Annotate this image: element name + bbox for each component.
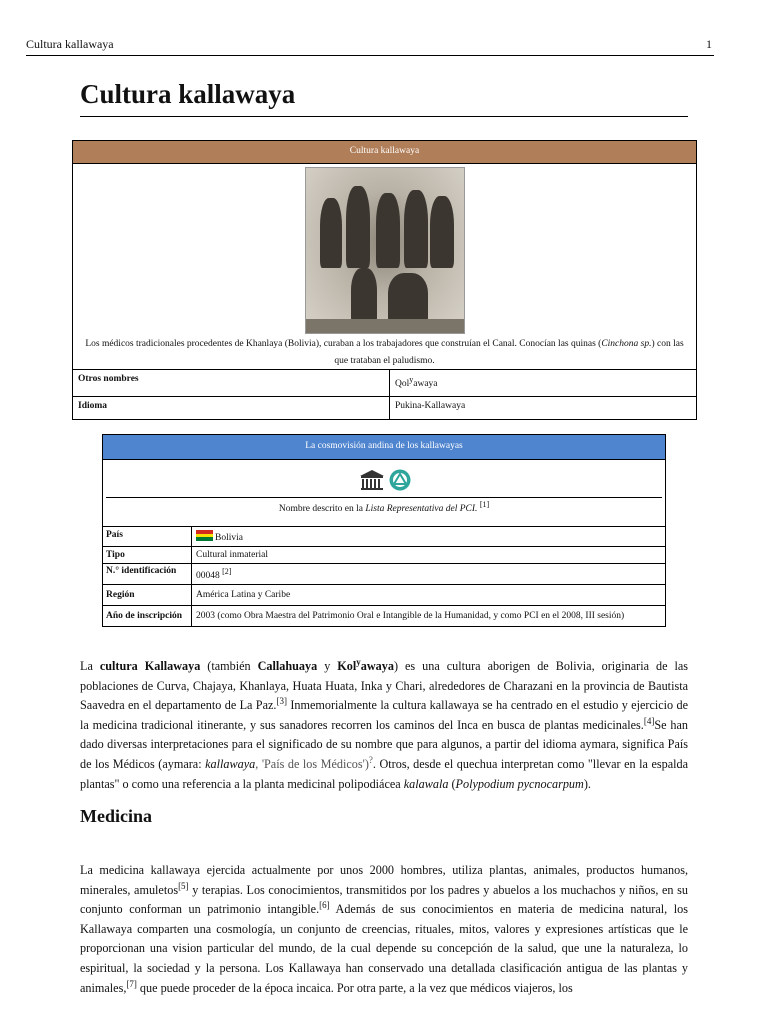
- infobox-label: Idioma: [73, 397, 390, 419]
- infobox-value: América Latina y Caribe: [196, 590, 291, 600]
- infobox-unesco-header: La cosmovisión andina de los kallawayas: [103, 435, 665, 460]
- infobox-label: Región: [103, 585, 192, 605]
- running-header: [26, 37, 714, 56]
- citation-ref[interactable]: [4]: [643, 715, 655, 726]
- infobox-culture: [72, 140, 697, 420]
- infobox-value: Qol$^y$awaya: [395, 374, 438, 389]
- infobox-row-type: [103, 546, 665, 563]
- infobox-value: 00048 [2]: [196, 566, 232, 581]
- translation-link[interactable]: , 'País de los Médicos'): [255, 756, 369, 771]
- infobox-row-other-names: [73, 370, 696, 396]
- infobox-value: Pukina-Kallawaya: [395, 401, 466, 411]
- unesco-ich-logo-icon[interactable]: [358, 468, 418, 492]
- historic-photo-kallawaya-healers[interactable]: [305, 167, 465, 334]
- citation-ref[interactable]: [6]: [319, 900, 330, 911]
- citation-ref[interactable]: [7]: [126, 978, 137, 989]
- unesco-logo-cell: [103, 460, 665, 527]
- infobox-label: Año de inscripción: [103, 606, 192, 626]
- infobox-row-id: [103, 563, 665, 584]
- page-number: 1: [706, 37, 712, 51]
- country-link[interactable]: Bolivia: [215, 533, 243, 543]
- infobox-label: País: [103, 527, 192, 546]
- unesco-description: Nombre descrito en la Lista Representativa del PCI. [1]: [278, 499, 490, 514]
- medicina-paragraph: La medicina kallawaya ejercida actualmente por unos 2000 hombres, utiliza plantas, animales, productos humanos, minerales, amuletos[5] y terapias. Los conocimientos, transmitidos por los padres y abuelos a los muchachos y niños, en su conjunto conforman un patrimonio intangible.[6] Además de sus conocimientos en materia de medicina natural, los Kallawaya comparten una cosmología, un conjunto de creencias, rituales, mitos, valores y expresiones artísticas que le proporcionan una vision particular del mundo, de la cual depende su concepción de la salud, que une la naturaleza, lo espiritual, la sociedad y la persona. Los Kallawaya han conservado una detallada clasificación antigua de las plantas y animales,[7] que puede proceder de la época incaica. Por otra parte, a la vez que médicos viajeros, los: [80, 863, 688, 995]
- citation-ref[interactable]: [3]: [276, 696, 287, 707]
- section-heading-medicina: Medicina: [80, 806, 152, 826]
- infobox-label: Otros nombres: [73, 370, 390, 396]
- infobox-row-year: [103, 605, 665, 626]
- infobox-caption: Los médicos tradicionales procedentes de Khanlaya (Bolivia), curaban a los trabajadores que construían el Canal. Conocían las quinas (Cinchona sp.) con las que trataban el paludismo.: [85, 339, 684, 366]
- infobox-image-cell: [73, 164, 696, 370]
- infobox-label: N.° identificación: [103, 564, 192, 584]
- infobox-label: Tipo: [103, 547, 192, 563]
- infobox-header: Cultura kallawaya: [73, 141, 696, 164]
- citation-ref[interactable]: [5]: [178, 880, 189, 891]
- infobox-row-region: [103, 584, 665, 605]
- infobox-value: 2003 (como Obra Maestra del Patrimonio Oral e Intangible de la Humanidad, y como PCI en el 2008, III sesión): [196, 611, 625, 621]
- infobox-row-country: [103, 527, 665, 546]
- running-header-title: Cultura kallawaya: [26, 37, 114, 51]
- page-title: Cultura kallawaya: [80, 78, 688, 117]
- infobox-unesco: [102, 434, 666, 627]
- bolivia-flag-icon: [196, 530, 213, 541]
- intro-paragraph: La cultura Kallawaya (también Callahuaya y Kol$^y$awaya) es una cultura aborigen de Bolivia, originaria de las poblaciones de Curva, Chajaya, Khanlaya, Huata Huata, Inka y Chari, alrededores de Charazani en la provincia de Bautista Saavedra en el departamento de La Paz.[3] Inmemorialmente la cultura kallawaya se ha centrado en el estudio y ejercicio de la medicina tradicional itinerante, y sus sanadores recorren los caminos del Inca en busca de plantas medicinales.[4]Se han dado diversas interpretaciones para el significado de su nombre que para algunos, a partir del idioma aymara, significa País de los Médicos (aymara: kallawaya, 'País de los Médicos')?. Otros, desde el quechua interpretan como "llevar en la espalda plantas" o como una referencia a la planta medicinal polipodiácea kalawala (Polypodium pycnocarpum).: [80, 656, 689, 791]
- infobox-row-language: [73, 396, 696, 419]
- infobox-value: [192, 527, 665, 546]
- infobox-value: Cultural inmaterial: [196, 550, 269, 560]
